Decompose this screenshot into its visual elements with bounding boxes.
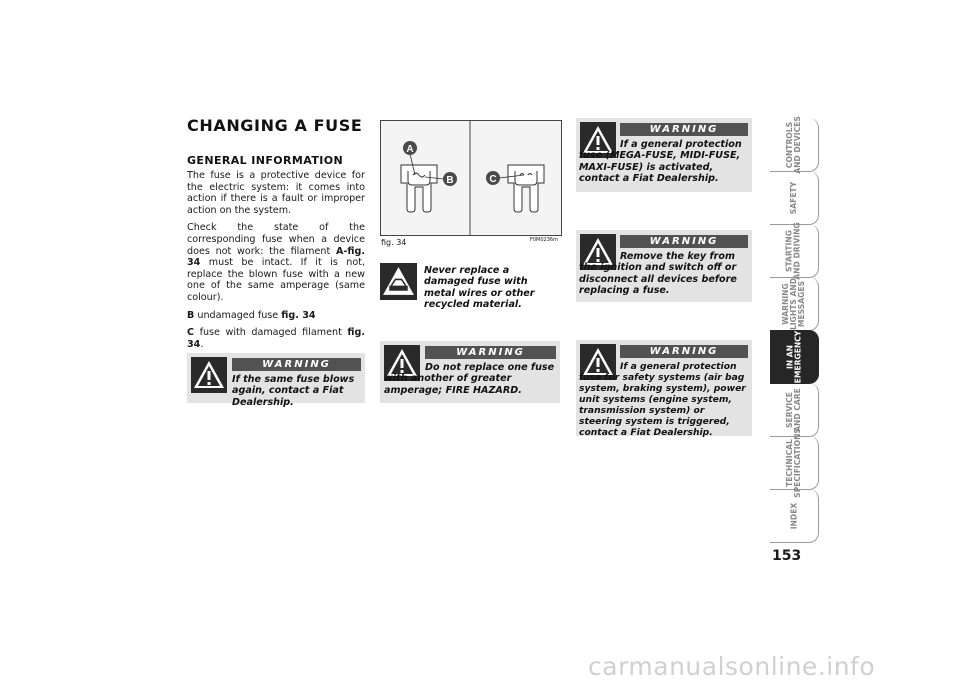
item-c: C fuse with damaged filament fig. 34.: [187, 327, 365, 350]
fuse-illustration: [381, 121, 561, 235]
figure-code: F0M0236m: [530, 237, 558, 243]
figure-caption: fig. 34: [381, 238, 407, 247]
tab-safety[interactable]: SAFETY: [770, 171, 819, 225]
section-subtitle: GENERAL INFORMATION: [187, 154, 344, 167]
tab-controls-and-devices[interactable]: CONTROLS AND DEVICES: [770, 118, 819, 172]
warning-text: If a general protection fuse (MEGA-FUSE, MIDI-FUSE, MAXI-FUSE) is activated, contact a Fiat Dealership.: [579, 139, 742, 185]
warning-title: WARNING: [620, 345, 748, 358]
tab-index[interactable]: INDEX: [770, 489, 819, 543]
marker-c-label: C: [489, 174, 497, 185]
item-b: B undamaged fuse fig. 34: [187, 309, 316, 321]
warning-box-safety-systems: [576, 340, 752, 436]
warning-box-general-fuse: [576, 118, 752, 192]
warning-title: WARNING: [620, 235, 748, 248]
tab-technical-specifications[interactable]: TECHNICAL SPECIFICATIONS: [770, 436, 819, 490]
warning-box-greater-amperage: [380, 341, 560, 403]
body-text: [187, 170, 365, 356]
warning-title: WARNING: [232, 358, 361, 371]
warning-text: If a general protection fuse for safety systems (air bag system, braking system), power unit systems (engine system, transmission system) or steering system is triggered, contact a Fiat Dealership.: [579, 361, 746, 438]
warning-text: Do not replace one fuse with another of greater amperage; FIRE HAZARD.: [384, 362, 555, 396]
marker-a-label: A: [406, 144, 414, 155]
tab-service-and-care[interactable]: SERVICE AND CARE: [770, 383, 819, 437]
environment-note: Never replace a damaged fuse with metal wires or other recycled material.: [424, 265, 535, 311]
paragraph-2: Check the state of the corresponding fuse when a device does not work: the filament A-fig. 34 must be intact. If it is not, replace the blown fuse with a new one of the same amperage (same colour).: [187, 222, 365, 303]
warning-triangle-icon: [191, 357, 227, 393]
warning-title: WARNING: [620, 123, 748, 136]
tab-warning-lights-and-messages[interactable]: WARNING LIGHTS AND MESSAGES: [770, 277, 819, 331]
warning-text: If the same fuse blows again, contact a Fiat Dealership.: [232, 374, 355, 408]
page-number: 153: [772, 548, 802, 564]
marker-b-label: B: [446, 175, 454, 186]
tab-in-an-emergency[interactable]: IN AN EMERGENCY: [770, 330, 819, 384]
fuse-figure: [380, 120, 562, 236]
warning-title: WARNING: [425, 346, 556, 359]
page-title: CHANGING A FUSE: [187, 116, 363, 135]
warning-box-remove-key: [576, 230, 752, 302]
tab-starting-and-driving[interactable]: STARTING AND DRIVING: [770, 224, 819, 278]
paragraph-1: The fuse is a protective device for the electric system: it comes into action if there is a fault or improper action on the system.: [187, 170, 365, 216]
warning-text: Remove the key from the ignition and switch off or disconnect all devices before replacing a fuse.: [579, 251, 737, 297]
environment-icon: [380, 263, 417, 300]
watermark: carmanualsonline.info: [588, 652, 876, 681]
warning-box-same-fuse: [187, 353, 365, 408]
intact-fuse-icon: [401, 165, 437, 212]
blown-fuse-icon: [508, 165, 544, 212]
